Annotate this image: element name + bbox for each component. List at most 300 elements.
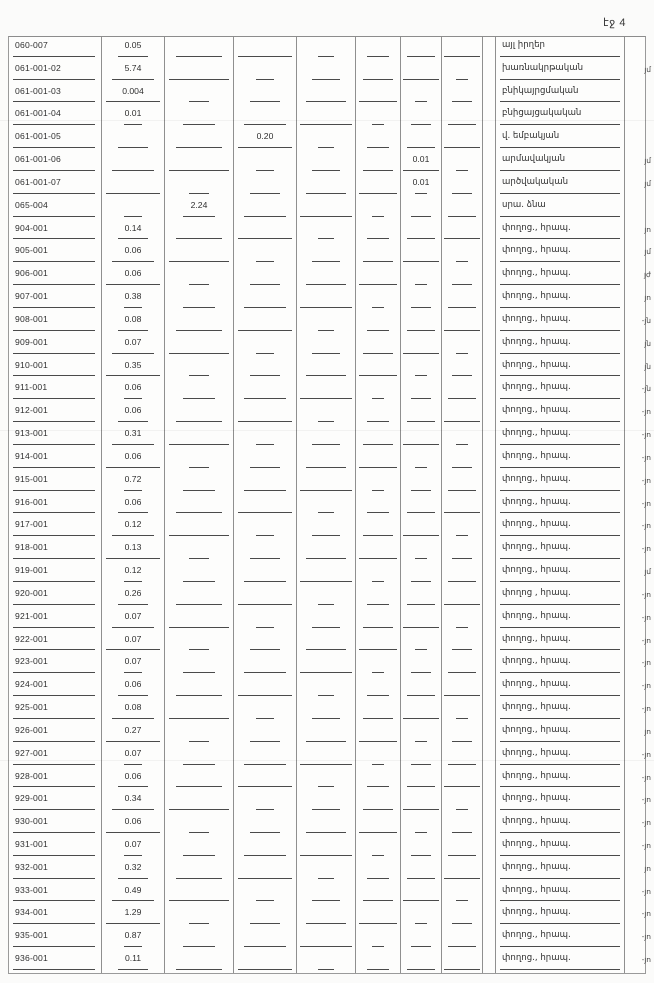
row-value-cell-v7 bbox=[442, 311, 483, 334]
table-row bbox=[9, 220, 654, 243]
row-value-cell-v7 bbox=[442, 197, 483, 220]
row-spacer-cell bbox=[483, 539, 496, 562]
row-value-cell-v5 bbox=[356, 471, 401, 494]
row-code: 065-004 bbox=[15, 199, 48, 210]
row-tail: -յո bbox=[641, 498, 651, 508]
note-underline bbox=[500, 216, 620, 217]
note-underline bbox=[500, 764, 620, 765]
row-code: 061-001-06 bbox=[15, 154, 61, 165]
value-rule bbox=[256, 170, 273, 171]
row-value-cell-v2 bbox=[165, 539, 234, 562]
row-code: 922-001 bbox=[15, 633, 48, 644]
row-tail-cell bbox=[625, 402, 654, 425]
row-tail-cell bbox=[625, 859, 654, 882]
row-value-cell-v4 bbox=[297, 722, 356, 745]
row-value-cell-v4 bbox=[297, 631, 356, 654]
row-tail-cell bbox=[625, 722, 654, 745]
row-spacer-cell bbox=[483, 859, 496, 882]
row-tail: -յո bbox=[641, 704, 651, 714]
code-underline bbox=[13, 718, 95, 719]
table-row bbox=[9, 768, 654, 791]
value-rule bbox=[415, 558, 426, 559]
row-value-v1: 0.14 bbox=[124, 222, 142, 233]
value-rule bbox=[189, 741, 208, 742]
row-tail-cell bbox=[625, 927, 654, 950]
row-spacer-cell bbox=[483, 722, 496, 745]
row-value-v1: 0.05 bbox=[124, 40, 142, 50]
value-rule bbox=[407, 878, 434, 879]
value-rule bbox=[359, 649, 398, 650]
row-code: 923-001 bbox=[15, 656, 48, 667]
note-underline bbox=[500, 649, 620, 650]
row-note-cell bbox=[496, 60, 625, 83]
value-rule bbox=[169, 170, 229, 171]
value-rule bbox=[444, 878, 479, 879]
row-note-cell bbox=[496, 105, 625, 128]
row-value-cell-v4 bbox=[297, 608, 356, 631]
row-note-cell bbox=[496, 128, 625, 151]
row-note: փողոց., հրապ. bbox=[502, 496, 571, 507]
value-rule bbox=[407, 238, 434, 239]
note-underline bbox=[500, 741, 620, 742]
row-value-v1: 0.13 bbox=[124, 542, 142, 553]
code-underline bbox=[13, 878, 95, 879]
value-rule bbox=[244, 946, 286, 947]
row-value-cell-v4 bbox=[297, 311, 356, 334]
value-rule bbox=[183, 764, 216, 765]
value-rule bbox=[124, 672, 141, 673]
value-rule bbox=[238, 421, 293, 422]
row-value-cell-v1 bbox=[102, 471, 165, 494]
value-rule bbox=[456, 79, 467, 80]
row-value-cell-v2 bbox=[165, 904, 234, 927]
value-rule bbox=[367, 238, 388, 239]
row-tail: -յո bbox=[641, 909, 651, 919]
value-rule bbox=[367, 56, 388, 57]
row-value-cell-v7 bbox=[442, 653, 483, 676]
value-rule bbox=[415, 923, 426, 924]
row-code-cell bbox=[9, 539, 102, 562]
value-rule bbox=[189, 558, 208, 559]
row-tail-cell bbox=[625, 83, 654, 106]
row-spacer-cell bbox=[483, 516, 496, 539]
value-rule bbox=[359, 923, 398, 924]
row-value-cell-v6 bbox=[401, 288, 442, 311]
value-rule bbox=[118, 512, 148, 513]
row-code-cell bbox=[9, 950, 102, 973]
row-note-cell bbox=[496, 631, 625, 654]
row-value-v1: 0.49 bbox=[124, 884, 142, 895]
row-value-cell-v6 bbox=[401, 494, 442, 517]
row-code: 914-001 bbox=[15, 450, 48, 461]
row-value-cell-v1 bbox=[102, 242, 165, 265]
row-spacer-cell bbox=[483, 813, 496, 836]
row-tail-cell bbox=[625, 950, 654, 973]
value-rule bbox=[112, 79, 154, 80]
row-value-cell-v2 bbox=[165, 813, 234, 836]
row-value-v1: 0.07 bbox=[124, 656, 142, 667]
row-value-cell-v1 bbox=[102, 60, 165, 83]
row-value-cell-v1 bbox=[102, 653, 165, 676]
table-row bbox=[9, 494, 654, 517]
row-value-cell-v2 bbox=[165, 631, 234, 654]
row-value-cell-v3 bbox=[234, 539, 297, 562]
row-code-cell bbox=[9, 904, 102, 927]
note-underline bbox=[500, 581, 620, 582]
row-value-cell-v2 bbox=[165, 83, 234, 106]
row-tail-cell bbox=[625, 882, 654, 905]
row-code: 061-001-04 bbox=[15, 108, 61, 119]
row-value-cell-v6 bbox=[401, 151, 442, 174]
row-value-cell-v1 bbox=[102, 950, 165, 973]
row-tail-cell bbox=[625, 197, 654, 220]
row-spacer-cell bbox=[483, 631, 496, 654]
row-value-cell-v7 bbox=[442, 950, 483, 973]
row-note-cell bbox=[496, 904, 625, 927]
value-rule bbox=[411, 581, 430, 582]
code-underline bbox=[13, 900, 95, 901]
value-rule bbox=[118, 421, 148, 422]
row-value-cell-v2 bbox=[165, 151, 234, 174]
value-rule bbox=[244, 855, 286, 856]
note-underline bbox=[500, 718, 620, 719]
row-value-cell-v6 bbox=[401, 60, 442, 83]
row-value-cell-v2 bbox=[165, 676, 234, 699]
row-value-cell-v4 bbox=[297, 859, 356, 882]
value-rule bbox=[318, 147, 334, 148]
row-value-cell-v4 bbox=[297, 813, 356, 836]
row-value-cell-v6 bbox=[401, 653, 442, 676]
value-rule bbox=[250, 832, 280, 833]
code-underline bbox=[13, 535, 95, 536]
row-tail-cell bbox=[625, 448, 654, 471]
row-value-cell-v3 bbox=[234, 379, 297, 402]
value-rule bbox=[407, 147, 434, 148]
row-value-cell-v4 bbox=[297, 585, 356, 608]
value-rule bbox=[244, 398, 286, 399]
row-code: 905-001 bbox=[15, 245, 48, 256]
value-rule bbox=[250, 375, 280, 376]
row-note-cell bbox=[496, 242, 625, 265]
value-rule bbox=[106, 741, 161, 742]
value-rule bbox=[415, 101, 426, 102]
note-underline bbox=[500, 923, 620, 924]
row-value-cell-v5 bbox=[356, 722, 401, 745]
row-value-cell-v7 bbox=[442, 676, 483, 699]
row-value-cell-v6 bbox=[401, 631, 442, 654]
row-value-cell-v3 bbox=[234, 197, 297, 220]
note-underline bbox=[500, 786, 620, 787]
row-value-cell-v1 bbox=[102, 311, 165, 334]
row-value-cell-v5 bbox=[356, 859, 401, 882]
row-spacer-cell bbox=[483, 174, 496, 197]
row-value-cell-v5 bbox=[356, 904, 401, 927]
row-value-v1: 0.01 bbox=[124, 108, 142, 119]
table-row bbox=[9, 722, 654, 745]
row-value-v1: 0.34 bbox=[124, 793, 142, 804]
value-rule bbox=[189, 284, 208, 285]
table-row bbox=[9, 60, 654, 83]
row-tail: -յո bbox=[641, 749, 651, 759]
code-underline bbox=[13, 193, 95, 194]
value-rule bbox=[189, 101, 208, 102]
value-rule bbox=[112, 809, 154, 810]
note-underline bbox=[500, 398, 620, 399]
value-rule bbox=[306, 193, 345, 194]
table-row bbox=[9, 790, 654, 813]
row-value-cell-v3 bbox=[234, 105, 297, 128]
row-note-cell bbox=[496, 722, 625, 745]
value-rule bbox=[256, 353, 273, 354]
value-rule bbox=[183, 581, 216, 582]
value-rule bbox=[411, 672, 430, 673]
value-rule bbox=[456, 444, 467, 445]
value-rule bbox=[238, 604, 293, 605]
value-rule bbox=[372, 764, 384, 765]
row-value-cell-v2 bbox=[165, 653, 234, 676]
value-rule bbox=[318, 56, 334, 57]
row-code: 921-001 bbox=[15, 610, 48, 621]
code-underline bbox=[13, 375, 95, 376]
row-tail: -յո bbox=[641, 818, 651, 828]
row-value-cell-v4 bbox=[297, 927, 356, 950]
value-rule bbox=[363, 444, 393, 445]
row-value-v1: 0.26 bbox=[124, 587, 142, 598]
value-rule bbox=[403, 535, 438, 536]
value-rule bbox=[367, 969, 388, 970]
row-value-cell-v5 bbox=[356, 813, 401, 836]
row-value-v2: 2.24 bbox=[190, 199, 208, 210]
table-row bbox=[9, 128, 654, 151]
value-rule bbox=[300, 216, 351, 217]
value-rule bbox=[118, 56, 148, 57]
code-underline bbox=[13, 353, 95, 354]
row-value-cell-v6 bbox=[401, 37, 442, 60]
row-value-cell-v2 bbox=[165, 174, 234, 197]
row-code: 925-001 bbox=[15, 702, 48, 713]
row-value-cell-v1 bbox=[102, 151, 165, 174]
value-rule bbox=[306, 558, 345, 559]
row-code: 061-001-03 bbox=[15, 85, 61, 96]
row-code-cell bbox=[9, 402, 102, 425]
value-rule bbox=[415, 375, 426, 376]
row-value-v1: 0.07 bbox=[124, 610, 142, 621]
row-value-v1: 1.29 bbox=[124, 907, 142, 918]
row-value-cell-v6 bbox=[401, 357, 442, 380]
value-rule bbox=[448, 124, 475, 125]
note-underline bbox=[500, 855, 620, 856]
row-tail-cell bbox=[625, 585, 654, 608]
row-value-cell-v5 bbox=[356, 105, 401, 128]
row-note-cell bbox=[496, 402, 625, 425]
row-tail: յո bbox=[644, 224, 651, 234]
value-rule bbox=[359, 467, 398, 468]
row-value-cell-v6 bbox=[401, 105, 442, 128]
value-rule bbox=[318, 421, 334, 422]
value-rule bbox=[448, 764, 475, 765]
row-note: փողոց., հրապ. bbox=[502, 656, 571, 667]
value-rule bbox=[256, 261, 273, 262]
row-value-cell-v1 bbox=[102, 539, 165, 562]
code-underline bbox=[13, 969, 95, 970]
row-value-cell-v5 bbox=[356, 608, 401, 631]
value-rule bbox=[407, 421, 434, 422]
value-rule bbox=[415, 649, 426, 650]
row-value-cell-v6 bbox=[401, 220, 442, 243]
value-rule bbox=[256, 535, 273, 536]
value-rule bbox=[106, 558, 161, 559]
value-rule bbox=[250, 649, 280, 650]
row-note: փողոց., հրապ. bbox=[502, 222, 571, 233]
row-value-cell-v3 bbox=[234, 448, 297, 471]
note-underline bbox=[500, 535, 620, 536]
row-tail-cell bbox=[625, 516, 654, 539]
row-note: փողոց., հրապ. bbox=[502, 884, 571, 895]
row-value-cell-v7 bbox=[442, 631, 483, 654]
code-underline bbox=[13, 581, 95, 582]
row-code: 935-001 bbox=[15, 930, 48, 941]
row-value-cell-v5 bbox=[356, 927, 401, 950]
value-rule bbox=[312, 718, 340, 719]
value-rule bbox=[363, 718, 393, 719]
row-value-cell-v5 bbox=[356, 151, 401, 174]
row-value-cell-v4 bbox=[297, 494, 356, 517]
row-value-cell-v3 bbox=[234, 265, 297, 288]
row-note-cell bbox=[496, 197, 625, 220]
page-number: էջ 4 bbox=[603, 17, 626, 29]
row-code: 061-001-02 bbox=[15, 62, 61, 73]
code-underline bbox=[13, 764, 95, 765]
table-row bbox=[9, 174, 654, 197]
note-underline bbox=[500, 832, 620, 833]
value-rule bbox=[411, 764, 430, 765]
code-underline bbox=[13, 467, 95, 468]
value-rule bbox=[363, 261, 393, 262]
value-rule bbox=[256, 809, 273, 810]
row-note-cell bbox=[496, 516, 625, 539]
row-tail-cell bbox=[625, 608, 654, 631]
row-value-cell-v6 bbox=[401, 265, 442, 288]
row-value-cell-v3 bbox=[234, 334, 297, 357]
row-value-cell-v7 bbox=[442, 836, 483, 859]
note-underline bbox=[500, 170, 620, 171]
table-row bbox=[9, 653, 654, 676]
table-row bbox=[9, 311, 654, 334]
value-rule bbox=[176, 695, 222, 696]
row-value-cell-v1 bbox=[102, 37, 165, 60]
value-rule bbox=[367, 786, 388, 787]
value-rule bbox=[367, 421, 388, 422]
row-code: 920-001 bbox=[15, 587, 48, 598]
value-rule bbox=[250, 558, 280, 559]
row-tail: -յո bbox=[641, 840, 651, 850]
value-rule bbox=[244, 672, 286, 673]
row-note-cell bbox=[496, 494, 625, 517]
row-code-cell bbox=[9, 585, 102, 608]
data-table-sheet bbox=[8, 36, 651, 974]
row-spacer-cell bbox=[483, 448, 496, 471]
row-code-cell bbox=[9, 265, 102, 288]
value-rule bbox=[183, 855, 216, 856]
value-rule bbox=[300, 764, 351, 765]
value-rule bbox=[444, 56, 479, 57]
row-value-cell-v4 bbox=[297, 242, 356, 265]
value-rule bbox=[403, 79, 438, 80]
value-rule bbox=[367, 878, 388, 879]
row-value-cell-v6 bbox=[401, 927, 442, 950]
code-underline bbox=[13, 79, 95, 80]
row-tail-cell bbox=[625, 562, 654, 585]
row-tail-cell bbox=[625, 904, 654, 927]
row-value-cell-v2 bbox=[165, 311, 234, 334]
row-tail: -յո bbox=[641, 452, 651, 462]
row-value-cell-v1 bbox=[102, 83, 165, 106]
row-value-cell-v2 bbox=[165, 745, 234, 768]
row-value-cell-v4 bbox=[297, 128, 356, 151]
row-value-cell-v3 bbox=[234, 699, 297, 722]
row-value-cell-v1 bbox=[102, 927, 165, 950]
value-rule bbox=[112, 444, 154, 445]
value-rule bbox=[250, 193, 280, 194]
row-tail-cell bbox=[625, 128, 654, 151]
row-value-cell-v1 bbox=[102, 197, 165, 220]
row-code-cell bbox=[9, 745, 102, 768]
row-note: փողոց., հրապ. bbox=[502, 450, 571, 461]
value-rule bbox=[415, 193, 426, 194]
row-spacer-cell bbox=[483, 562, 496, 585]
row-value-cell-v1 bbox=[102, 859, 165, 882]
row-value-cell-v4 bbox=[297, 83, 356, 106]
code-underline bbox=[13, 855, 95, 856]
row-code: 913-001 bbox=[15, 428, 48, 439]
row-note-cell bbox=[496, 220, 625, 243]
row-value-cell-v1 bbox=[102, 676, 165, 699]
row-value-cell-v7 bbox=[442, 539, 483, 562]
row-tail-cell bbox=[625, 334, 654, 357]
row-value-cell-v2 bbox=[165, 402, 234, 425]
value-rule bbox=[372, 855, 384, 856]
row-tail: -յո bbox=[641, 955, 651, 965]
value-rule bbox=[118, 238, 148, 239]
row-tail: -յո bbox=[641, 772, 651, 782]
row-value-cell-v4 bbox=[297, 105, 356, 128]
row-value-cell-v7 bbox=[442, 699, 483, 722]
row-value-v1: 0.07 bbox=[124, 747, 142, 758]
value-rule bbox=[124, 855, 141, 856]
value-rule bbox=[106, 193, 161, 194]
row-tail-cell bbox=[625, 676, 654, 699]
row-value-v1: 0.07 bbox=[124, 838, 142, 849]
table-row bbox=[9, 288, 654, 311]
row-value-cell-v6 bbox=[401, 197, 442, 220]
value-rule bbox=[256, 444, 273, 445]
row-value-cell-v5 bbox=[356, 242, 401, 265]
row-tail: յո bbox=[644, 293, 651, 303]
value-rule bbox=[124, 764, 141, 765]
row-tail-cell bbox=[625, 425, 654, 448]
code-underline bbox=[13, 695, 95, 696]
row-code-cell bbox=[9, 220, 102, 243]
value-rule bbox=[318, 512, 334, 513]
row-value-cell-v3 bbox=[234, 676, 297, 699]
row-value-cell-v1 bbox=[102, 379, 165, 402]
code-underline bbox=[13, 147, 95, 148]
row-note: փողոց., հրապ. bbox=[502, 313, 571, 324]
note-underline bbox=[500, 512, 620, 513]
row-value-cell-v5 bbox=[356, 174, 401, 197]
row-value-cell-v7 bbox=[442, 882, 483, 905]
value-rule bbox=[411, 398, 430, 399]
